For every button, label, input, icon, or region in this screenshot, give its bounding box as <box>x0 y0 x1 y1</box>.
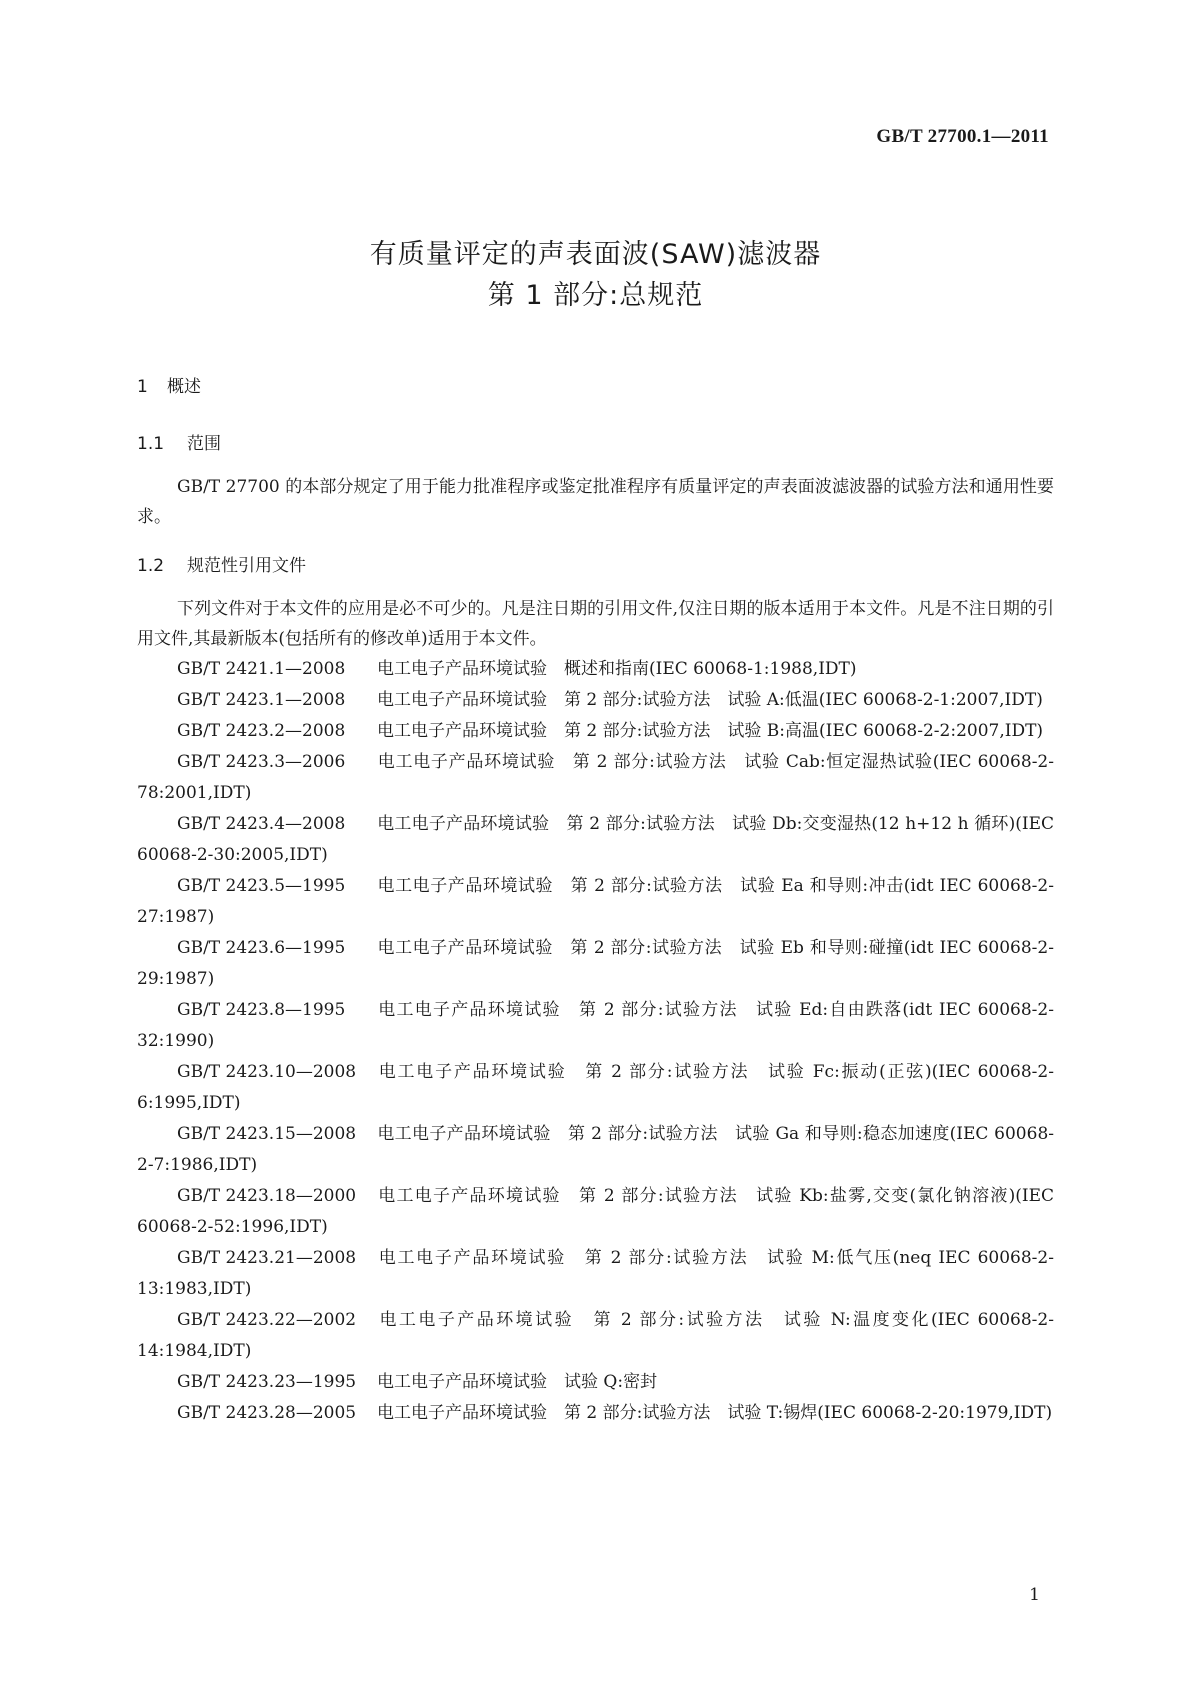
reference-description: 电工电子产品环境试验 第 2 部分:试验方法 试验 Ed:自由跌落(idt IEC 60068-2-32:1990) <box>137 1000 1054 1051</box>
reference-description: 电工电子产品环境试验 概述和指南(IEC 60068-1:1988,IDT) <box>377 659 857 679</box>
reference-item <box>137 1398 1054 1429</box>
reference-description: 电工电子产品环境试验 第 2 部分:试验方法 试验 Eb 和导则:碰撞(idt IEC 60068-2-29:1987) <box>137 938 1054 989</box>
reference-code: GB/T 2423.6—1995 <box>177 938 346 958</box>
reference-code: GB/T 2423.21—2008 <box>177 1248 357 1268</box>
section-heading-1-2 <box>137 551 306 576</box>
section-title: 概述 <box>167 377 201 397</box>
reference-item <box>137 1305 1054 1367</box>
reference-description: 电工电子产品环境试验 第 2 部分:试验方法 试验 Db:交变湿热(12 h+12 h 循环)(IEC 60068-2-30:2005,IDT) <box>137 814 1054 865</box>
section-title: 范围 <box>187 434 221 454</box>
reference-item <box>137 1057 1054 1119</box>
reference-code: GB/T 2423.3—2006 <box>177 752 346 772</box>
reference-item <box>137 685 1054 716</box>
reference-description: 电工电子产品环境试验 第 2 部分:试验方法 试验 N:温度变化(IEC 60068-2-14:1984,IDT) <box>137 1310 1054 1361</box>
section-number: 1 <box>137 377 148 397</box>
reference-list <box>137 654 1054 1429</box>
reference-item <box>137 716 1054 747</box>
standard-code: GB/T 27700.1—2011 <box>876 126 1049 147</box>
reference-code: GB/T 2423.1—2008 <box>177 690 346 710</box>
reference-description: 电工电子产品环境试验 第 2 部分:试验方法 试验 Ga 和导则:稳态加速度(IEC 60068-2-7:1986,IDT) <box>137 1124 1054 1175</box>
reference-description: 电工电子产品环境试验 第 2 部分:试验方法 试验 B:高温(IEC 60068-2-2:2007,IDT) <box>377 721 1044 741</box>
section-heading-1-1 <box>137 429 221 454</box>
normative-references-intro: 下列文件对于本文件的应用是必不可少的。凡是注日期的引用文件,仅注日期的版本适用于本文件。凡是不注日期的引用文件,其最新版本(包括所有的修改单)适用于本文件。 <box>137 599 1054 649</box>
section-number: 1.2 <box>137 556 165 576</box>
reference-item <box>137 995 1054 1057</box>
reference-code: GB/T 2421.1—2008 <box>177 659 346 679</box>
reference-description: 电工电子产品环境试验 第 2 部分:试验方法 试验 T:锡焊(IEC 60068-2-20:1979,IDT) <box>377 1403 1053 1423</box>
reference-item <box>137 654 1054 685</box>
reference-item <box>137 1119 1054 1181</box>
reference-code: GB/T 2423.4—2008 <box>177 814 346 834</box>
reference-description: 电工电子产品环境试验 第 2 部分:试验方法 试验 A:低温(IEC 60068-2-1:2007,IDT) <box>377 690 1043 710</box>
reference-code: GB/T 2423.23—1995 <box>177 1372 357 1392</box>
reference-code: GB/T 2423.18—2000 <box>177 1186 357 1206</box>
reference-code: GB/T 2423.2—2008 <box>177 721 346 741</box>
reference-code: GB/T 2423.28—2005 <box>177 1403 357 1423</box>
section-number: 1.1 <box>137 434 165 454</box>
page-number: 1 <box>1029 1585 1040 1605</box>
reference-description: 电工电子产品环境试验 第 2 部分:试验方法 试验 Fc:振动(正弦)(IEC 60068-2-6:1995,IDT) <box>137 1062 1054 1113</box>
reference-code: GB/T 2423.8—1995 <box>177 1000 346 1020</box>
document-title: 有质量评定的声表面波(SAW)滤波器 <box>369 239 822 270</box>
reference-item <box>137 747 1054 809</box>
section-title: 规范性引用文件 <box>187 556 306 576</box>
reference-item <box>137 1181 1054 1243</box>
reference-code: GB/T 2423.15—2008 <box>177 1124 357 1144</box>
reference-item <box>137 1243 1054 1305</box>
reference-item <box>137 871 1054 933</box>
section-heading-1 <box>137 372 201 397</box>
scope-paragraph: GB/T 27700 的本部分规定了用于能力批准程序或鉴定批准程序有质量评定的声表面波滤波器的试验方法和通用性要求。 <box>137 477 1054 527</box>
reference-description: 电工电子产品环境试验 第 2 部分:试验方法 试验 Cab:恒定湿热试验(IEC 60068-2-78:2001,IDT) <box>137 752 1054 803</box>
reference-code: GB/T 2423.5—1995 <box>177 876 346 896</box>
reference-description: 电工电子产品环境试验 试验 Q:密封 <box>377 1372 658 1392</box>
reference-description: 电工电子产品环境试验 第 2 部分:试验方法 试验 Kb:盐雾,交变(氯化钠溶液)(IEC 60068-2-52:1996,IDT) <box>137 1186 1054 1237</box>
reference-item <box>137 1367 1054 1398</box>
reference-item <box>137 933 1054 995</box>
document-subtitle: 第 1 部分:总规范 <box>487 280 704 311</box>
reference-description: 电工电子产品环境试验 第 2 部分:试验方法 试验 Ea 和导则:冲击(idt IEC 60068-2-27:1987) <box>137 876 1054 927</box>
reference-item <box>137 809 1054 871</box>
reference-code: GB/T 2423.10—2008 <box>177 1062 357 1082</box>
reference-code: GB/T 2423.22—2002 <box>177 1310 357 1330</box>
reference-description: 电工电子产品环境试验 第 2 部分:试验方法 试验 M:低气压(neq IEC 60068-2-13:1983,IDT) <box>137 1248 1054 1299</box>
